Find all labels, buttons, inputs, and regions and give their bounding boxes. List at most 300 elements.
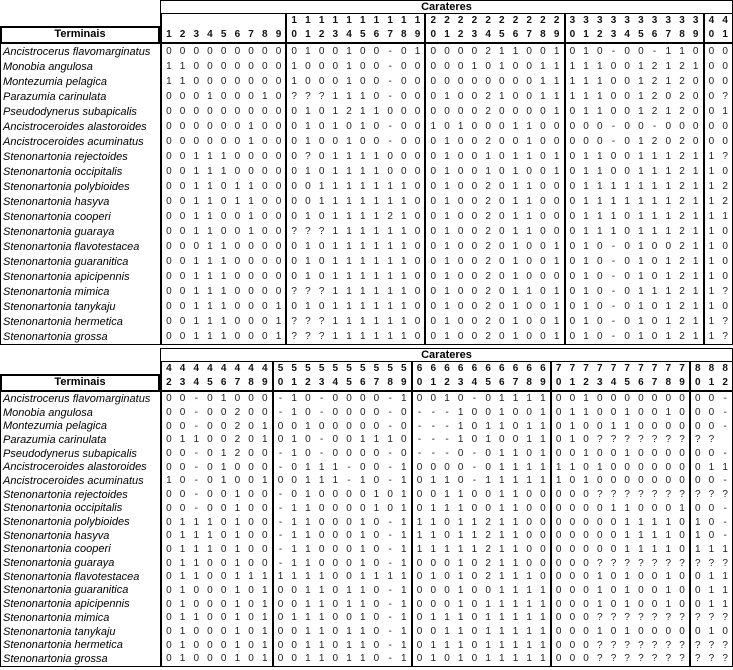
matrix-cell: 1 <box>359 226 366 237</box>
matrix-cell: 0 <box>569 316 576 327</box>
matrix-cell: ? <box>665 557 672 569</box>
matrix-cell: 0 <box>694 448 701 460</box>
matrix-cell: 0 <box>261 106 268 117</box>
matrix-cell-group <box>564 329 703 344</box>
matrix-cell-group <box>411 419 550 433</box>
matrix-cell: 1 <box>583 211 589 222</box>
matrix-cell-group <box>160 502 272 516</box>
matrix-row-cells <box>160 529 733 543</box>
matrix-cell: 0 <box>624 301 630 312</box>
matrix-cell: 0 <box>166 571 172 583</box>
char-number-units: 4 <box>485 29 491 40</box>
matrix-cell-group <box>285 299 424 314</box>
matrix-cell-group <box>703 299 733 314</box>
matrix-cell: - <box>472 393 477 405</box>
matrix-cell: 0 <box>359 76 366 87</box>
matrix-cell: 0 <box>679 420 685 432</box>
matrix-cell: 0 <box>416 584 423 596</box>
matrix-cell: 1 <box>332 475 339 487</box>
matrix-cell: 0 <box>291 626 297 638</box>
matrix-cell: 0 <box>179 489 186 501</box>
matrix-cell: 0 <box>166 106 172 117</box>
char-number-tens: 5 <box>401 363 407 374</box>
matrix-cell: 0 <box>179 241 186 252</box>
matrix-cell: 1 <box>526 571 532 583</box>
matrix-cell: 0 <box>166 121 172 132</box>
matrix-cell: 0 <box>596 271 603 282</box>
char-number-tens: 8 <box>694 363 701 374</box>
matrix-cell: - <box>388 584 392 596</box>
matrix-cell: 0 <box>583 136 589 147</box>
matrix-cell: - <box>611 301 616 312</box>
matrix-cell: 1 <box>583 393 589 405</box>
matrix-cell: ? <box>305 91 311 102</box>
taxon-label: Parazumia carinulata <box>0 89 160 104</box>
char-number-column <box>522 362 536 390</box>
matrix-cell: 0 <box>166 626 172 638</box>
matrix-cell: 0 <box>207 653 213 665</box>
matrix-cell-group <box>411 515 550 529</box>
matrix-cell: 0 <box>638 448 644 460</box>
matrix-cell: 1 <box>540 91 546 102</box>
matrix-cell: 0 <box>416 612 423 624</box>
matrix-cell: 1 <box>583 226 589 237</box>
matrix-cell: 1 <box>665 151 672 162</box>
matrix-cell: 0 <box>692 76 699 87</box>
char-number-units: 5 <box>359 29 366 40</box>
matrix-cell: 1 <box>665 271 672 282</box>
matrix-cell: - <box>388 557 392 569</box>
matrix-cell: 0 <box>540 502 546 514</box>
char-number-units: 8 <box>248 377 254 388</box>
matrix-cell: 1 <box>457 121 464 132</box>
matrix-cell-group <box>703 164 733 179</box>
matrix-cell: 0 <box>569 598 576 610</box>
matrix-cell: ? <box>665 434 672 446</box>
char-number-tens: 2 <box>430 15 437 26</box>
matrix-cell: 0 <box>248 61 254 72</box>
matrix-cell-group <box>160 392 272 406</box>
matrix-cell: 0 <box>332 407 339 419</box>
matrix-cell: 1 <box>708 166 715 177</box>
matrix-cell: 1 <box>722 211 728 222</box>
matrix-cell-group <box>160 625 272 639</box>
matrix-cell: 1 <box>526 286 532 297</box>
matrix-cell: ? <box>722 151 728 162</box>
matrix-cell: 0 <box>179 256 186 267</box>
matrix-cell: 0 <box>485 461 491 473</box>
matrix-cell: 0 <box>540 151 546 162</box>
matrix-cell: 1 <box>401 211 407 222</box>
matrix-cell: 2 <box>485 241 491 252</box>
matrix-cell: 1 <box>332 286 339 297</box>
matrix-cell: 0 <box>318 543 325 555</box>
matrix-cell: 1 <box>694 530 701 542</box>
matrix-cell: 0 <box>248 448 254 460</box>
matrix-cell: 0 <box>512 136 519 147</box>
matrix-cell: 1 <box>596 91 603 102</box>
matrix-cell: 1 <box>373 181 380 192</box>
char-number-column <box>634 362 648 390</box>
matrix-cell: 0 <box>610 448 617 460</box>
matrix-cell: 1 <box>359 271 366 282</box>
char-number-units: 5 <box>624 377 630 388</box>
matrix-cell: 1 <box>346 136 352 147</box>
matrix-cell: - <box>194 420 198 432</box>
matrix-cell-group <box>550 638 689 652</box>
matrix-cell: 0 <box>596 301 603 312</box>
matrix-cell: 0 <box>499 241 505 252</box>
matrix-cell: ? <box>291 226 297 237</box>
matrix-cell: 0 <box>261 407 268 419</box>
matrix-cell: 0 <box>499 166 505 177</box>
matrix-cell: 1 <box>305 571 311 583</box>
matrix-cell: 0 <box>248 434 254 446</box>
taxon-label: Pseudodynerus subapicalis <box>0 447 160 461</box>
matrix-cell: 1 <box>499 61 505 72</box>
matrix-cell: 1 <box>457 420 464 432</box>
matrix-cell: 1 <box>679 502 685 514</box>
matrix-cell: 0 <box>457 241 464 252</box>
matrix-cell: 0 <box>220 557 227 569</box>
matrix-cell-group <box>285 104 424 119</box>
matrix-cell: 0 <box>555 489 562 501</box>
matrix-cell: 0 <box>624 475 630 487</box>
matrix-cell: 1 <box>471 530 478 542</box>
matrix-cell: 1 <box>261 475 268 487</box>
matrix-cell: 0 <box>457 226 464 237</box>
matrix-cell: 2 <box>234 434 241 446</box>
char-number-units: 2 <box>179 29 186 40</box>
matrix-cell: 0 <box>346 434 352 446</box>
matrix-cell: 0 <box>526 241 532 252</box>
matrix-cell: 1 <box>596 181 603 192</box>
matrix-cell: 0 <box>193 653 200 665</box>
matrix-cell: 1 <box>665 196 672 207</box>
matrix-cell: 0 <box>471 316 478 327</box>
char-number-column <box>593 14 607 42</box>
matrix-cell: 0 <box>414 166 421 177</box>
matrix-cell: 0 <box>414 316 421 327</box>
matrix-cell: 1 <box>512 46 519 57</box>
matrix-cell: 1 <box>401 571 407 583</box>
matrix-cell-group <box>550 474 689 488</box>
matrix-cell: 1 <box>220 316 227 327</box>
matrix-cell: - <box>278 489 283 501</box>
matrix-cell: 1 <box>638 226 644 237</box>
matrix-cell: 0 <box>569 136 576 147</box>
matrix-cell: 0 <box>555 448 562 460</box>
matrix-cell: 1 <box>261 434 268 446</box>
matrix-cell: 0 <box>414 151 421 162</box>
matrix-cell: 1 <box>305 461 311 473</box>
matrix-cell-group <box>411 625 550 639</box>
matrix-cell: 0 <box>555 653 562 665</box>
matrix-cell: 0 <box>207 489 213 501</box>
matrix-cell: 0 <box>596 331 603 342</box>
matrix-cell: ? <box>708 612 715 624</box>
char-number-units: 0 <box>430 29 437 40</box>
matrix-cell: 0 <box>569 543 576 555</box>
char-number-column <box>356 14 370 42</box>
matrix-cell: 0 <box>234 286 241 297</box>
matrix-cell: 1 <box>692 241 699 252</box>
matrix-cell-group <box>424 149 563 164</box>
matrix-cell: 0 <box>166 241 172 252</box>
matrix-cell: 1 <box>359 516 366 528</box>
matrix-cell: 2 <box>679 316 685 327</box>
matrix-cell: 0 <box>234 151 241 162</box>
matrix-cell: 1 <box>444 91 450 102</box>
matrix-cell: 1 <box>359 256 366 267</box>
matrix-cell: 0 <box>583 530 589 542</box>
matrix-cell: 0 <box>248 598 254 610</box>
matrix-cell: 2 <box>346 106 352 117</box>
matrix-cell: 0 <box>512 420 519 432</box>
matrix-row-cells <box>160 488 733 502</box>
matrix-cell: 1 <box>359 211 366 222</box>
matrix-cell: ? <box>318 91 325 102</box>
matrix-cell: 0 <box>569 639 576 651</box>
matrix-cell: 1 <box>207 301 213 312</box>
matrix-cell: 1 <box>610 196 617 207</box>
matrix-cell: 2 <box>485 181 491 192</box>
matrix-cell: 1 <box>193 316 200 327</box>
matrix-cell-group <box>272 543 411 557</box>
matrix-cell: 0 <box>414 331 421 342</box>
matrix-cell: 1 <box>387 571 393 583</box>
matrix-cell: 1 <box>596 76 603 87</box>
char-number-column <box>579 362 593 390</box>
matrix-cell: - <box>194 489 198 501</box>
matrix-cell: 1 <box>708 256 715 267</box>
matrix-cell: 1 <box>387 316 393 327</box>
matrix-cell: 0 <box>526 61 532 72</box>
matrix-cell: 0 <box>234 256 241 267</box>
matrix-row <box>0 209 733 224</box>
matrix-cell: 0 <box>499 121 505 132</box>
matrix-cell: 0 <box>305 76 311 87</box>
matrix-cell: 1 <box>166 61 172 72</box>
matrix-cell: 1 <box>193 181 200 192</box>
matrix-cell: 1 <box>179 639 186 651</box>
matrix-cell: 1 <box>499 420 505 432</box>
char-number-column <box>203 362 217 390</box>
matrix-cell: 1 <box>665 46 672 57</box>
matrix-cell: 0 <box>220 489 227 501</box>
matrix-cell: 0 <box>248 76 254 87</box>
matrix-cell: 0 <box>261 226 268 237</box>
matrix-cell: 1 <box>401 557 407 569</box>
char-column-group <box>285 14 424 42</box>
matrix-cell: 0 <box>430 211 437 222</box>
matrix-cell: 0 <box>359 448 366 460</box>
matrix-cell: 1 <box>596 166 603 177</box>
matrix-cell-group <box>550 597 689 611</box>
matrix-cell: 2 <box>485 557 491 569</box>
matrix-cell: 1 <box>401 241 407 252</box>
matrix-cell: 2 <box>234 420 241 432</box>
matrix-cell-group <box>703 194 733 209</box>
char-number-tens: 7 <box>679 363 685 374</box>
matrix-cell: 1 <box>318 181 325 192</box>
matrix-cell: 0 <box>346 393 352 405</box>
matrix-cell-group <box>160 74 285 89</box>
terminals-header: Terminais <box>0 26 160 42</box>
matrix-cell: 0 <box>430 196 437 207</box>
matrix-cell: 2 <box>679 301 685 312</box>
matrix-cell: 0 <box>512 407 519 419</box>
matrix-cell: 1 <box>583 331 589 342</box>
char-number-units: 5 <box>207 377 213 388</box>
matrix-cell: 1 <box>373 271 380 282</box>
matrix-cell: 0 <box>638 502 644 514</box>
matrix-cell: 0 <box>471 106 478 117</box>
matrix-cell-group <box>285 239 424 254</box>
matrix-cell: 0 <box>651 502 658 514</box>
matrix-cell: 0 <box>526 331 532 342</box>
matrix-cell: 0 <box>555 571 562 583</box>
char-number-column <box>426 362 440 390</box>
matrix-cell: 1 <box>318 475 325 487</box>
matrix-cell: 1 <box>444 316 450 327</box>
matrix-cell: 1 <box>359 166 366 177</box>
matrix-cell: 1 <box>207 516 213 528</box>
char-number-tens: 6 <box>430 363 437 374</box>
matrix-cell: 0 <box>457 106 464 117</box>
char-number-tens: 2 <box>471 15 478 26</box>
matrix-cell: 0 <box>569 166 576 177</box>
matrix-cell: 0 <box>430 46 437 57</box>
matrix-cell: 0 <box>430 181 437 192</box>
matrix-cell: ? <box>694 612 701 624</box>
matrix-cell: 0 <box>583 543 589 555</box>
matrix-cell: 1 <box>665 301 672 312</box>
matrix-cell: 0 <box>193 626 200 638</box>
matrix-cell: 0 <box>569 448 576 460</box>
matrix-cell: 1 <box>457 626 464 638</box>
matrix-cell: ? <box>665 639 672 651</box>
matrix-cell: - <box>472 448 477 460</box>
matrix-cell-group <box>550 433 689 447</box>
matrix-cell: 1 <box>540 653 546 665</box>
matrix-cell: 0 <box>610 91 617 102</box>
matrix-cell: 1 <box>359 584 366 596</box>
matrix-cell: 1 <box>305 502 311 514</box>
matrix-cell: 0 <box>166 434 172 446</box>
matrix-cell: 0 <box>261 316 268 327</box>
matrix-cell: ? <box>624 653 630 665</box>
matrix-cell: 0 <box>318 241 325 252</box>
char-number-units: 0 <box>277 377 284 388</box>
matrix-cell: - <box>652 121 657 132</box>
matrix-cell: 0 <box>583 584 589 596</box>
matrix-cell: 0 <box>373 543 380 555</box>
matrix-cell: 0 <box>373 639 380 651</box>
matrix-cell-group <box>285 149 424 164</box>
matrix-cell: 1 <box>512 166 519 177</box>
matrix-cell: 0 <box>610 571 617 583</box>
char-number-units: 2 <box>166 377 172 388</box>
matrix-cell: 0 <box>291 196 297 207</box>
matrix-cell: 0 <box>207 393 213 405</box>
taxon-label: Stenonartonia cooperi <box>0 543 160 557</box>
matrix-cell: 0 <box>291 211 297 222</box>
matrix-cell: 0 <box>722 166 728 177</box>
matrix-cell: 1 <box>526 393 532 405</box>
matrix-cell: 0 <box>457 211 464 222</box>
matrix-cell: 0 <box>291 151 297 162</box>
char-number-units: 8 <box>679 29 685 40</box>
matrix-cell-group <box>272 584 411 598</box>
matrix-cell-group <box>272 392 411 406</box>
matrix-cell: 1 <box>499 612 505 624</box>
taxon-label: Stenonartonia guaranitica <box>0 584 160 598</box>
matrix-cell: 1 <box>166 76 172 87</box>
matrix-row <box>0 134 733 149</box>
char-number-units: 0 <box>708 29 715 40</box>
matrix-cell: 1 <box>387 226 393 237</box>
matrix-cell-group <box>689 556 733 570</box>
matrix-cell: 1 <box>179 584 186 596</box>
char-number-units: 6 <box>638 377 644 388</box>
matrix-cell: 0 <box>722 301 728 312</box>
matrix-cell: 2 <box>485 516 491 528</box>
matrix-cell: 0 <box>679 121 685 132</box>
matrix-cell-group <box>424 329 563 344</box>
matrix-cell: 0 <box>373 121 380 132</box>
matrix-cell: 1 <box>387 301 393 312</box>
matrix-cell: 2 <box>679 136 685 147</box>
matrix-cell: 1 <box>444 166 450 177</box>
matrix-row-cells <box>160 460 733 474</box>
char-number-tens: 1 <box>291 15 297 26</box>
matrix-cell: 0 <box>275 196 282 207</box>
char-number-column <box>356 362 370 390</box>
matrix-cell: - <box>278 530 283 542</box>
matrix-cell: 0 <box>207 461 213 473</box>
matrix-cell: 2 <box>679 241 685 252</box>
matrix-cell: 0 <box>332 61 339 72</box>
matrix-cell: 1 <box>526 598 532 610</box>
matrix-cell: 1 <box>596 461 603 473</box>
matrix-cell: - <box>388 46 392 57</box>
matrix-cell: ? <box>638 434 644 446</box>
char-number-tens: 2 <box>485 15 491 26</box>
taxon-label: Stenonartonia guaranitica <box>0 254 160 269</box>
matrix-cell: 0 <box>414 136 421 147</box>
matrix-cell: 0 <box>234 76 241 87</box>
char-number-units: 9 <box>275 29 282 40</box>
matrix-cell: 0 <box>569 151 576 162</box>
matrix-cell: 0 <box>373 420 380 432</box>
matrix-row-cells <box>160 515 733 529</box>
char-number-units: 6 <box>373 29 380 40</box>
matrix-cell: 0 <box>261 516 268 528</box>
matrix-cell: 1 <box>512 653 519 665</box>
matrix-cell-group <box>564 239 703 254</box>
matrix-cell-group <box>424 314 563 329</box>
matrix-cell: 0 <box>318 46 325 57</box>
matrix-cell: 1 <box>638 316 644 327</box>
matrix-cell: 1 <box>708 461 715 473</box>
matrix-cell: 0 <box>234 271 241 282</box>
matrix-cell-group <box>285 59 424 74</box>
matrix-cell: 2 <box>679 196 685 207</box>
matrix-cell: - <box>388 136 392 147</box>
matrix-cell: 0 <box>207 598 213 610</box>
matrix-cell: ? <box>679 489 685 501</box>
